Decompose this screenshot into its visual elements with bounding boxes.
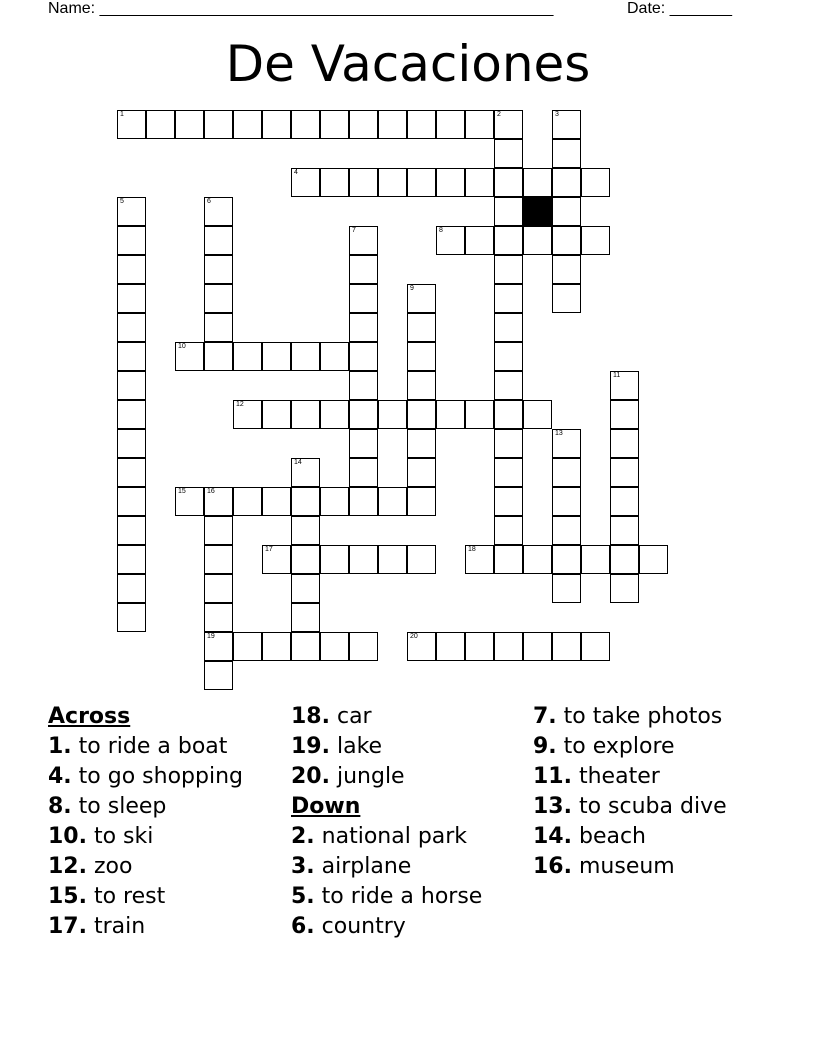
grid-cell[interactable] <box>494 197 523 226</box>
grid-cell[interactable] <box>436 400 465 429</box>
clue-item-text: to ride a horse <box>314 884 483 909</box>
clue-number: 6 <box>207 198 211 205</box>
grid-cell[interactable] <box>407 110 436 139</box>
grid-cell[interactable] <box>117 110 146 139</box>
grid-cell[interactable] <box>552 487 581 516</box>
grid-cell[interactable] <box>204 342 233 371</box>
grid-cell[interactable] <box>494 313 523 342</box>
clue-number: 1 <box>120 111 124 118</box>
grid-cell[interactable] <box>349 545 378 574</box>
grid-cell[interactable] <box>494 632 523 661</box>
grid-cell[interactable] <box>320 632 349 661</box>
grid-cell[interactable] <box>494 487 523 516</box>
grid-cell[interactable] <box>639 545 668 574</box>
grid-cell[interactable] <box>117 487 146 516</box>
grid-cell[interactable] <box>407 545 436 574</box>
grid-cell[interactable] <box>320 545 349 574</box>
clue-number: 11 <box>613 372 621 379</box>
grid-cell[interactable] <box>233 487 262 516</box>
clue-item-text: zoo <box>86 854 133 879</box>
black-cell <box>523 197 552 226</box>
grid-cell[interactable] <box>407 342 436 371</box>
grid-cell[interactable] <box>204 516 233 545</box>
grid-cell[interactable] <box>204 574 233 603</box>
grid-cell[interactable] <box>349 168 378 197</box>
grid-cell[interactable] <box>349 255 378 284</box>
clue-item-number: 20. <box>291 764 330 789</box>
grid-cell[interactable] <box>581 226 610 255</box>
clue-item-text: to scuba dive <box>571 794 727 819</box>
grid-cell[interactable] <box>233 400 262 429</box>
grid-cell[interactable] <box>378 400 407 429</box>
grid-cell[interactable] <box>465 168 494 197</box>
grid-cell[interactable] <box>262 545 291 574</box>
grid-cell[interactable] <box>117 429 146 458</box>
grid-cell[interactable] <box>407 458 436 487</box>
clue-item-number: 17. <box>48 914 87 939</box>
grid-cell[interactable] <box>407 371 436 400</box>
grid-cell[interactable] <box>552 197 581 226</box>
clue-item <box>291 732 482 762</box>
grid-cell[interactable] <box>407 400 436 429</box>
clue-item <box>48 822 243 852</box>
clue-item <box>533 852 727 882</box>
grid-cell[interactable] <box>349 110 378 139</box>
grid-cell[interactable] <box>349 342 378 371</box>
clue-item-number: 7. <box>533 704 557 729</box>
grid-cell[interactable] <box>552 110 581 139</box>
clue-item-number: 10. <box>48 824 87 849</box>
clue-item <box>291 912 482 942</box>
grid-cell[interactable] <box>349 632 378 661</box>
grid-cell[interactable] <box>436 226 465 255</box>
clue-number: 18 <box>468 546 476 553</box>
grid-cell[interactable] <box>465 110 494 139</box>
clue-item-text: jungle <box>329 764 405 789</box>
clue-item <box>533 792 727 822</box>
clue-item-text: country <box>314 914 406 939</box>
clue-item <box>291 822 482 852</box>
grid-cell[interactable] <box>407 487 436 516</box>
grid-cell[interactable] <box>233 342 262 371</box>
clue-item <box>48 732 243 762</box>
clue-number: 10 <box>178 343 186 350</box>
grid-cell[interactable] <box>204 661 233 690</box>
clue-item <box>291 702 482 732</box>
clue-item-text: museum <box>571 854 675 879</box>
grid-cell[interactable] <box>204 545 233 574</box>
grid-cell[interactable] <box>262 632 291 661</box>
clue-item-number: 9. <box>533 734 557 759</box>
grid-cell[interactable] <box>407 168 436 197</box>
grid-cell[interactable] <box>117 400 146 429</box>
grid-cell[interactable] <box>349 226 378 255</box>
grid-cell[interactable] <box>552 255 581 284</box>
grid-cell[interactable] <box>204 255 233 284</box>
grid-cell[interactable] <box>291 487 320 516</box>
grid-cell[interactable] <box>407 429 436 458</box>
clue-number: 16 <box>207 488 215 495</box>
grid-cell[interactable] <box>349 284 378 313</box>
clue-number: 8 <box>439 227 443 234</box>
grid-cell[interactable] <box>320 168 349 197</box>
grid-cell[interactable] <box>233 110 262 139</box>
grid-cell[interactable] <box>465 400 494 429</box>
clue-item-number: 3. <box>291 854 315 879</box>
grid-cell[interactable] <box>204 603 233 632</box>
grid-cell[interactable] <box>117 545 146 574</box>
grid-cell[interactable] <box>494 516 523 545</box>
grid-cell[interactable] <box>117 255 146 284</box>
clue-column-3 <box>533 702 727 882</box>
grid-cell[interactable] <box>262 110 291 139</box>
clue-item-number: 18. <box>291 704 330 729</box>
page-title: De Vacaciones <box>225 35 591 93</box>
clue-item-text: to go shopping <box>71 764 243 789</box>
clue-item-text: national park <box>314 824 468 849</box>
grid-cell[interactable] <box>378 110 407 139</box>
clue-number: 9 <box>410 285 414 292</box>
grid-cell[interactable] <box>407 284 436 313</box>
grid-cell[interactable] <box>494 226 523 255</box>
grid-cell[interactable] <box>523 168 552 197</box>
clue-item-text: to sleep <box>71 794 167 819</box>
grid-cell[interactable] <box>436 632 465 661</box>
grid-cell[interactable] <box>494 400 523 429</box>
grid-cell[interactable] <box>320 110 349 139</box>
clue-item <box>291 852 482 882</box>
grid-cell[interactable] <box>494 284 523 313</box>
grid-cell[interactable] <box>262 400 291 429</box>
grid-cell[interactable] <box>175 110 204 139</box>
grid-cell[interactable] <box>349 371 378 400</box>
grid-cell[interactable] <box>552 284 581 313</box>
clue-item-text: to take photos <box>556 704 723 729</box>
clue-item <box>533 732 727 762</box>
grid-cell[interactable] <box>117 603 146 632</box>
grid-cell[interactable] <box>117 284 146 313</box>
grid-cell[interactable] <box>320 400 349 429</box>
clue-item-text: train <box>86 914 146 939</box>
clue-item-number: 13. <box>533 794 572 819</box>
grid-cell[interactable] <box>320 342 349 371</box>
grid-cell[interactable] <box>494 342 523 371</box>
grid-cell[interactable] <box>523 226 552 255</box>
grid-cell[interactable] <box>291 545 320 574</box>
clue-number: 12 <box>236 401 244 408</box>
clue-item-number: 12. <box>48 854 87 879</box>
clue-number: 2 <box>497 111 501 118</box>
grid-cell[interactable] <box>465 545 494 574</box>
grid-cell[interactable] <box>494 139 523 168</box>
clue-item-text: to explore <box>556 734 675 759</box>
date-label: Date: _______ <box>627 0 732 17</box>
clue-item-number: 19. <box>291 734 330 759</box>
grid-cell[interactable] <box>204 110 233 139</box>
grid-cell[interactable] <box>117 197 146 226</box>
grid-cell[interactable] <box>610 400 639 429</box>
grid-cell[interactable] <box>117 458 146 487</box>
clue-item-number: 14. <box>533 824 572 849</box>
grid-cell[interactable] <box>523 400 552 429</box>
grid-cell[interactable] <box>610 429 639 458</box>
grid-cell[interactable] <box>291 342 320 371</box>
clue-item-number: 2. <box>291 824 315 849</box>
clue-number: 5 <box>120 198 124 205</box>
clue-item <box>533 702 727 732</box>
grid-cell[interactable] <box>175 342 204 371</box>
grid-cell[interactable] <box>610 574 639 603</box>
clue-number: 7 <box>352 227 356 234</box>
clue-number: 17 <box>265 546 273 553</box>
grid-cell[interactable] <box>494 458 523 487</box>
clue-number: 13 <box>555 430 563 437</box>
clue-item-number: 15. <box>48 884 87 909</box>
grid-cell[interactable] <box>407 632 436 661</box>
grid-cell[interactable] <box>581 545 610 574</box>
grid-cell[interactable] <box>175 487 204 516</box>
clue-item-number: 11. <box>533 764 572 789</box>
clue-item <box>291 762 482 792</box>
grid-cell[interactable] <box>320 487 349 516</box>
grid-cell[interactable] <box>436 168 465 197</box>
grid-cell[interactable] <box>262 342 291 371</box>
clue-item <box>48 852 243 882</box>
grid-cell[interactable] <box>552 545 581 574</box>
grid-cell[interactable] <box>117 313 146 342</box>
grid-cell[interactable] <box>291 110 320 139</box>
grid-cell[interactable] <box>291 603 320 632</box>
grid-cell[interactable] <box>233 632 262 661</box>
grid-cell[interactable] <box>610 458 639 487</box>
grid-cell[interactable] <box>349 487 378 516</box>
clue-heading: Down <box>291 794 361 819</box>
grid-cell[interactable] <box>349 429 378 458</box>
grid-cell[interactable] <box>552 574 581 603</box>
clue-column-1 <box>48 702 243 942</box>
grid-cell[interactable] <box>552 429 581 458</box>
grid-cell[interactable] <box>291 516 320 545</box>
clue-number: 19 <box>207 633 215 640</box>
grid-cell[interactable] <box>349 458 378 487</box>
grid-cell[interactable] <box>117 574 146 603</box>
grid-cell[interactable] <box>378 168 407 197</box>
clue-item-text: to rest <box>86 884 166 909</box>
grid-cell[interactable] <box>436 110 465 139</box>
clue-column-2 <box>291 702 482 942</box>
grid-cell[interactable] <box>494 429 523 458</box>
grid-cell[interactable] <box>204 487 233 516</box>
clue-item-number: 8. <box>48 794 72 819</box>
grid-cell[interactable] <box>117 226 146 255</box>
grid-cell[interactable] <box>552 516 581 545</box>
clue-item-number: 1. <box>48 734 72 759</box>
grid-cell[interactable] <box>117 342 146 371</box>
grid-cell[interactable] <box>378 487 407 516</box>
grid-cell[interactable] <box>552 139 581 168</box>
grid-cell[interactable] <box>204 284 233 313</box>
grid-cell[interactable] <box>552 168 581 197</box>
grid-cell[interactable] <box>146 110 175 139</box>
clue-item-number: 5. <box>291 884 315 909</box>
clue-item-text: beach <box>571 824 646 849</box>
clue-number: 14 <box>294 459 302 466</box>
clue-item <box>48 762 243 792</box>
grid-cell[interactable] <box>291 574 320 603</box>
grid-cell[interactable] <box>552 458 581 487</box>
grid-cell[interactable] <box>117 371 146 400</box>
grid-cell[interactable] <box>291 458 320 487</box>
clue-item-text: car <box>329 704 372 729</box>
grid-cell[interactable] <box>581 168 610 197</box>
clue-number: 3 <box>555 111 559 118</box>
clue-item-text: lake <box>329 734 383 759</box>
grid-cell[interactable] <box>552 226 581 255</box>
grid-cell[interactable] <box>262 487 291 516</box>
grid-cell[interactable] <box>291 632 320 661</box>
clue-heading: Across <box>48 704 131 729</box>
clue-item-text: to ride a boat <box>71 734 228 759</box>
grid-cell[interactable] <box>465 632 494 661</box>
clue-item-text: to ski <box>86 824 154 849</box>
clue-number: 20 <box>410 633 418 640</box>
grid-cell[interactable] <box>117 516 146 545</box>
clue-number: 4 <box>294 169 298 176</box>
clue-item <box>48 792 243 822</box>
grid-cell[interactable] <box>494 110 523 139</box>
grid-cell[interactable] <box>204 197 233 226</box>
clue-item-text: airplane <box>314 854 412 879</box>
clue-item-number: 6. <box>291 914 315 939</box>
name-label: Name: ___________________________________________________ <box>48 0 554 17</box>
grid-cell[interactable] <box>349 313 378 342</box>
grid-cell[interactable] <box>552 632 581 661</box>
grid-cell[interactable] <box>291 400 320 429</box>
clue-item <box>48 912 243 942</box>
clue-item <box>533 762 727 792</box>
grid-cell[interactable] <box>523 632 552 661</box>
grid-cell[interactable] <box>494 168 523 197</box>
grid-cell[interactable] <box>610 545 639 574</box>
clue-item <box>533 822 727 852</box>
grid-cell[interactable] <box>204 226 233 255</box>
grid-cell[interactable] <box>465 226 494 255</box>
grid-cell[interactable] <box>494 371 523 400</box>
grid-cell[interactable] <box>523 545 552 574</box>
grid-cell[interactable] <box>494 545 523 574</box>
clue-item-number: 4. <box>48 764 72 789</box>
grid-cell[interactable] <box>581 632 610 661</box>
grid-cell[interactable] <box>378 545 407 574</box>
clue-item <box>291 882 482 912</box>
grid-cell[interactable] <box>610 487 639 516</box>
clue-number: 15 <box>178 488 186 495</box>
grid-cell[interactable] <box>204 632 233 661</box>
clue-item-text: theater <box>571 764 660 789</box>
grid-cell[interactable] <box>610 516 639 545</box>
clue-item <box>48 882 243 912</box>
grid-cell[interactable] <box>407 313 436 342</box>
grid-cell[interactable] <box>494 255 523 284</box>
clue-item-number: 16. <box>533 854 572 879</box>
grid-cell[interactable] <box>204 313 233 342</box>
grid-cell[interactable] <box>349 400 378 429</box>
grid-cell[interactable] <box>291 168 320 197</box>
grid-cell[interactable] <box>610 371 639 400</box>
